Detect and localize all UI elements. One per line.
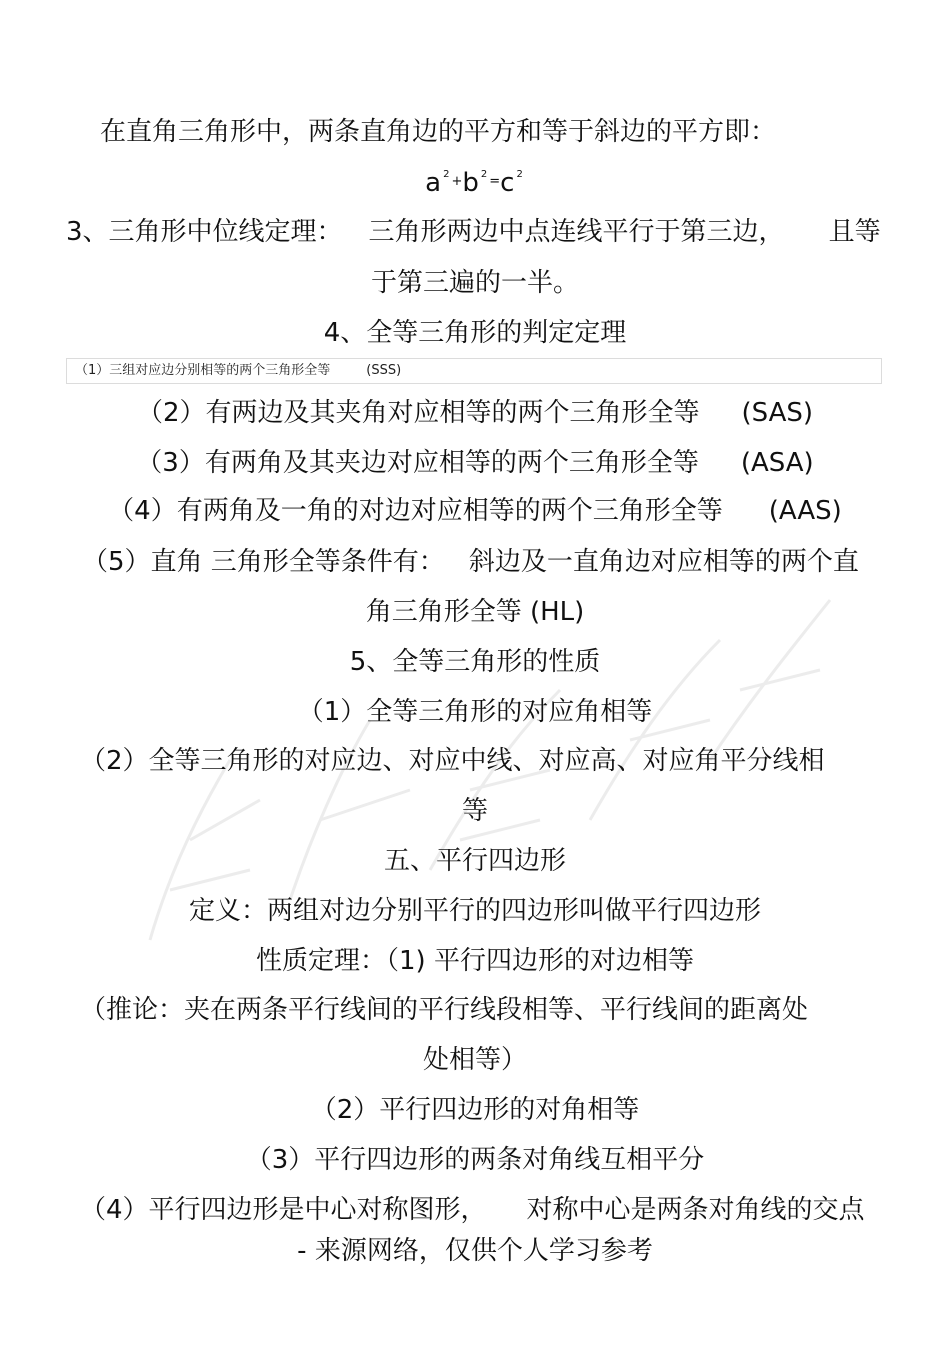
heading-congruence-properties: 5、全等三角形的性质 xyxy=(349,647,601,677)
criterion-hl-cont: 角三角形全等 (HL) xyxy=(365,597,585,627)
parallelogram-corollary-cont: 处相等） xyxy=(422,1045,527,1075)
criterion-sss: （1）三组对应边分别相等的两个三角形全等 (SSS) xyxy=(66,358,882,384)
heading-parallelogram: 五、平行四边形 xyxy=(383,846,566,876)
pythagoras-formula: a $^2$ +b $^2$ =c $^2$ xyxy=(425,168,523,198)
property-sides: （2）全等三角形的对应边、对应中线、对应高、对应角平分线相 xyxy=(80,746,825,776)
parallelogram-property-3: （3）平行四边形的两条对角线互相平分 xyxy=(245,1145,705,1175)
parallelogram-corollary: （推论：夹在两条平行线间的平行线段相等、平行线间的距离处 xyxy=(80,995,809,1025)
pythagoras-statement: 在直角三角形中，两条直角边的平方和等于斜边的平方即： xyxy=(100,117,777,147)
midline-theorem-cont: 于第三遍的一半。 xyxy=(370,268,579,298)
parallelogram-property-2: （2）平行四边形的对角相等 xyxy=(310,1095,640,1125)
source-footer: - 来源网络，仅供个人学习参考 xyxy=(297,1236,653,1266)
criterion-aas: （4）有两角及一角的对边对应相等的两个三角形全等 (AAS) xyxy=(108,496,842,526)
parallelogram-property-1: 性质定理：（1) 平行四边形的对边相等 xyxy=(256,946,694,976)
parallelogram-definition: 定义：两组对边分别平行的四边形叫做平行四边形 xyxy=(188,896,761,926)
criterion-asa: （3）有两角及其夹边对应相等的两个三角形全等 (ASA) xyxy=(136,448,814,478)
criterion-hl: （5）直角 三角形全等条件有： 斜边及一直角边对应相等的两个直 xyxy=(82,547,859,577)
property-angles: （1）全等三角形的对应角相等 xyxy=(297,697,653,727)
heading-congruence-criteria: 4、全等三角形的判定定理 xyxy=(323,318,627,348)
criterion-sas: （2）有两边及其夹角对应相等的两个三角形全等 (SAS) xyxy=(136,398,814,428)
parallelogram-property-4: （4）平行四边形是中心对称图形， 对称中心是两条对角线的交点 xyxy=(80,1195,865,1225)
midline-theorem: 3、三角形中位线定理： 三角形两边中点连线平行于第三边， 且等 xyxy=(66,217,881,247)
property-sides-cont: 等 xyxy=(461,796,488,826)
